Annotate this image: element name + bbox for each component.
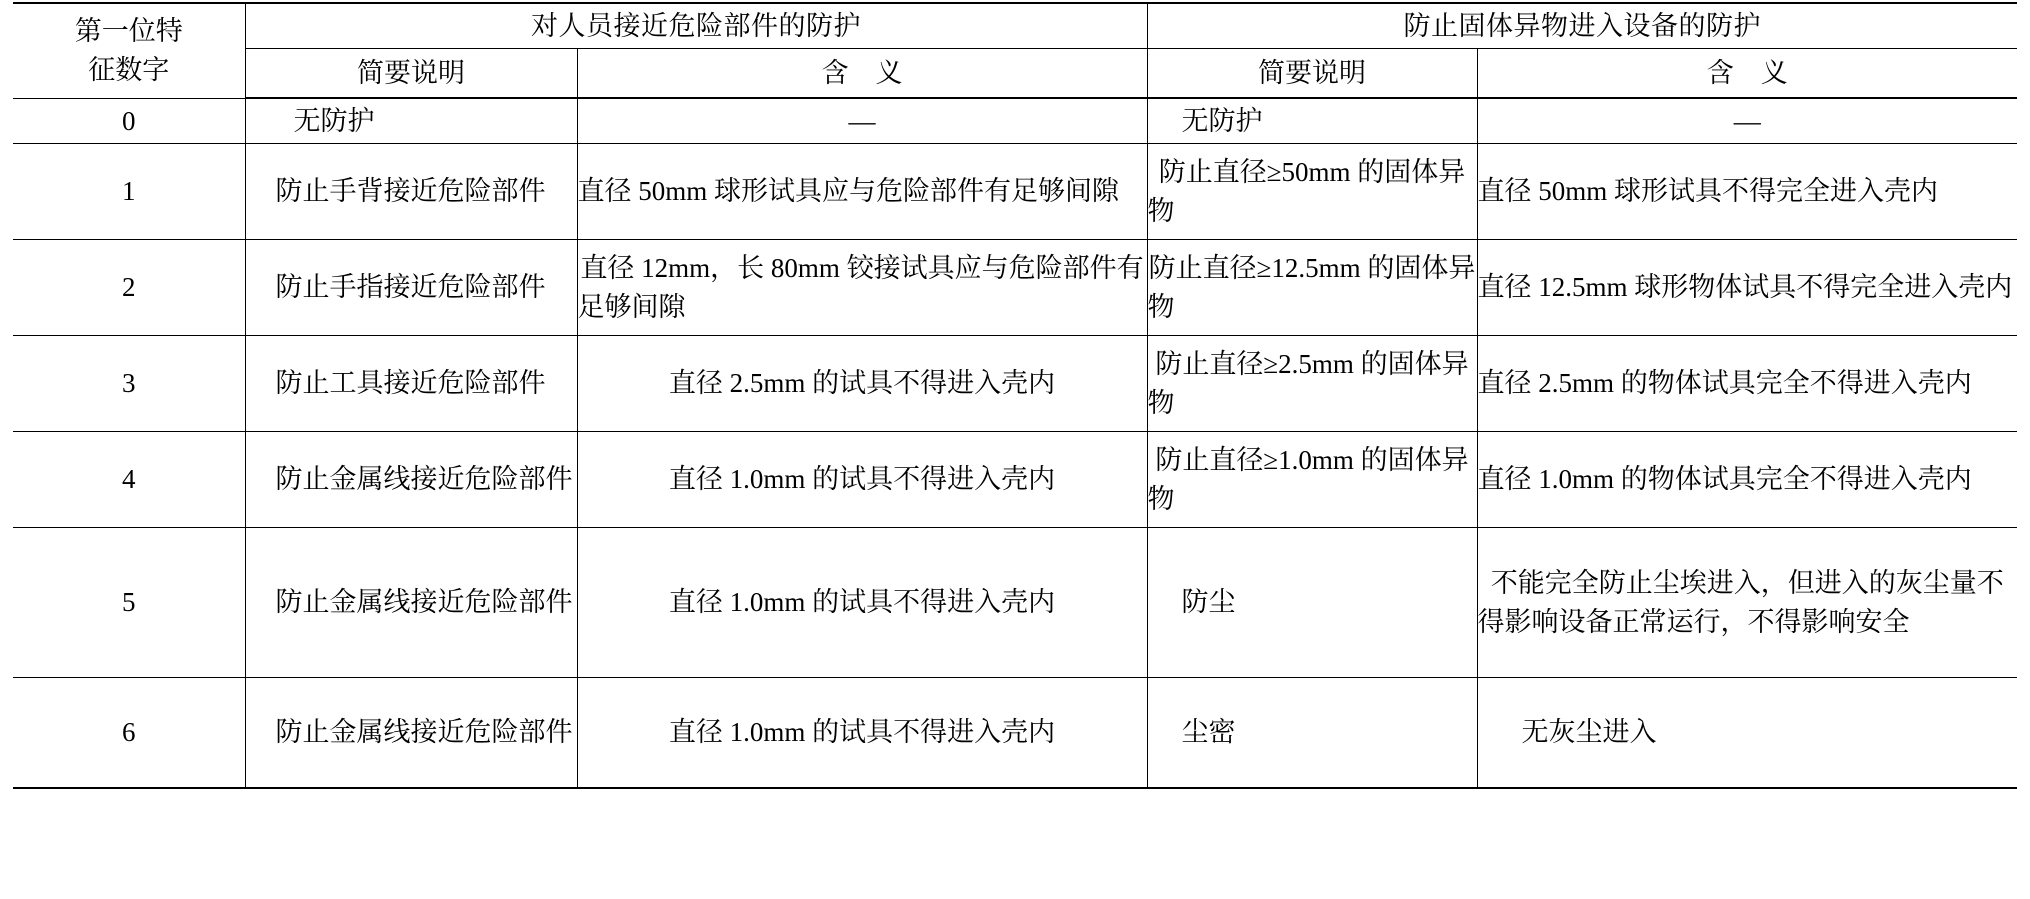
cell-brief-2: 防尘 — [1147, 528, 1477, 678]
cell-brief-1: 防止手背接近危险部件 — [245, 144, 577, 240]
header-meaning-2: 含 义 — [1477, 49, 2017, 99]
cell-digit: 3 — [13, 336, 245, 432]
cell-brief-1: 无防护 — [245, 98, 577, 144]
cell-brief-2: 防止直径≥50mm 的固体异物 — [1147, 144, 1477, 240]
cell-digit: 6 — [13, 678, 245, 788]
cell-brief-1: 防止金属线接近危险部件 — [245, 678, 577, 788]
header-brief-description-2: 简要说明 — [1147, 49, 1477, 99]
table-row — [13, 144, 2017, 240]
header-first-digit-line1: 第一位特 — [74, 16, 183, 47]
cell-digit: 2 — [13, 240, 245, 336]
cell-meaning-2: 不能完全防止尘埃进入，但进入的灰尘量不得影响设备正常运行，不得影响安全 — [1477, 528, 2017, 678]
header-cell-first-digit — [13, 3, 245, 98]
cell-meaning-2: 无灰尘进入 — [1477, 678, 2017, 788]
cell-digit: 4 — [13, 432, 245, 528]
table-header-row-1 — [13, 3, 2017, 49]
cell-meaning-2: 直径 12.5mm 球形物体试具不得完全进入壳内 — [1477, 240, 2017, 336]
cell-brief-1: 防止手指接近危险部件 — [245, 240, 577, 336]
cell-digit: 5 — [13, 528, 245, 678]
cell-brief-1: 防止工具接近危险部件 — [245, 336, 577, 432]
header-meaning-1: 含 义 — [577, 49, 1147, 99]
table-row — [13, 678, 2017, 788]
document-page — [0, 2, 2030, 899]
table-row — [13, 432, 2017, 528]
table-row — [13, 528, 2017, 678]
header-group-person-protection: 对人员接近危险部件的防护 — [245, 3, 1147, 49]
cell-brief-2: 无防护 — [1147, 98, 1477, 144]
cell-brief-2: 防止直径≥12.5mm 的固体异物 — [1147, 240, 1477, 336]
table-row — [13, 240, 2017, 336]
cell-meaning-1: 直径 1.0mm 的试具不得进入壳内 — [577, 678, 1147, 788]
cell-brief-2: 尘密 — [1147, 678, 1477, 788]
cell-meaning-1: 直径 12mm，长 80mm 铰接试具应与危险部件有足够间隙 — [577, 240, 1147, 336]
cell-meaning-1: 直径 1.0mm 的试具不得进入壳内 — [577, 528, 1147, 678]
cell-brief-1: 防止金属线接近危险部件 — [245, 432, 577, 528]
header-group-solid-object-protection: 防止固体异物进入设备的防护 — [1147, 3, 2017, 49]
cell-meaning-2: 直径 1.0mm 的物体试具完全不得进入壳内 — [1477, 432, 2017, 528]
ip-protection-table — [13, 2, 2017, 789]
cell-meaning-2: 直径 50mm 球形试具不得完全进入壳内 — [1477, 144, 2017, 240]
table-header-row-2 — [13, 49, 2017, 99]
cell-meaning-2: — — [1477, 98, 2017, 144]
table-row — [13, 336, 2017, 432]
cell-meaning-1: — — [577, 98, 1147, 144]
cell-digit: 1 — [13, 144, 245, 240]
header-brief-description-1: 简要说明 — [245, 49, 577, 99]
header-first-digit-line2: 征数字 — [88, 54, 170, 85]
cell-brief-1: 防止金属线接近危险部件 — [245, 528, 577, 678]
cell-brief-2: 防止直径≥2.5mm 的固体异物 — [1147, 336, 1477, 432]
cell-meaning-1: 直径 1.0mm 的试具不得进入壳内 — [577, 432, 1147, 528]
cell-brief-2: 防止直径≥1.0mm 的固体异物 — [1147, 432, 1477, 528]
table-row — [13, 98, 2017, 144]
cell-digit: 0 — [13, 98, 245, 144]
cell-meaning-1: 直径 2.5mm 的试具不得进入壳内 — [577, 336, 1147, 432]
cell-meaning-1: 直径 50mm 球形试具应与危险部件有足够间隙 — [577, 144, 1147, 240]
cell-meaning-2: 直径 2.5mm 的物体试具完全不得进入壳内 — [1477, 336, 2017, 432]
